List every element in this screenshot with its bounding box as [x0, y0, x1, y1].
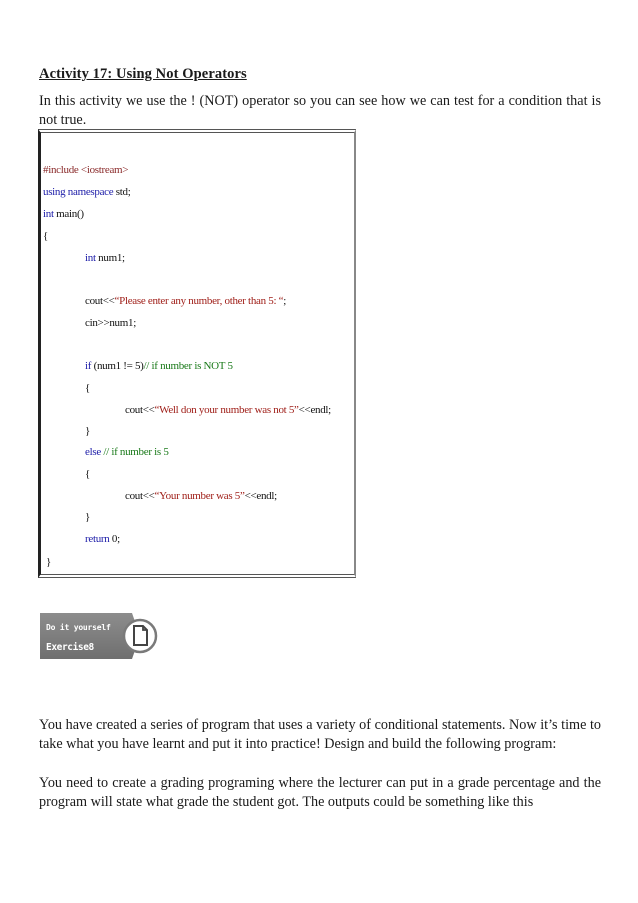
code-line-brace: {: [85, 468, 90, 480]
code-text: (num1 != 5): [91, 360, 144, 372]
code-line-return: [85, 533, 120, 546]
code-text: main(): [53, 208, 84, 220]
code-line-else: [85, 446, 169, 459]
exercise-badge: [40, 613, 156, 659]
code-line-brace: {: [85, 382, 90, 394]
code-keyword: else: [85, 446, 101, 458]
code-text: cout<<: [125, 404, 155, 416]
code-string: “Well don your number was not 5”: [154, 404, 299, 416]
code-string: “Your number was 5”: [154, 490, 245, 502]
code-line-declare: [85, 252, 125, 265]
badge-title: Exercise8: [46, 642, 94, 653]
document-icon: [122, 618, 158, 654]
code-line-using: [43, 186, 131, 199]
code-line-open-brace: {: [43, 230, 48, 242]
code-line-if: [85, 360, 233, 373]
code-text: num1;: [95, 252, 125, 264]
code-keyword: using namespace: [43, 186, 114, 198]
code-comment: // if number is NOT 5: [143, 360, 233, 372]
code-line-cout-not5: [125, 404, 331, 417]
code-text: cout<<: [85, 295, 115, 307]
code-text: 0;: [109, 533, 120, 545]
task-paragraph: You need to create a grading programing where the lecturer can put in a grade percentage and the program will state what grade the student got. The outputs could be something like this: [39, 775, 601, 810]
code-line-brace: }: [85, 511, 90, 523]
code-keyword: if: [85, 360, 92, 372]
activity-intro: In this activity we use the ! (NOT) operator so you can see how we can test for a condition that is not true.: [39, 93, 601, 128]
code-keyword: return: [85, 533, 110, 545]
code-line-include: #include <iostream>: [43, 164, 129, 176]
activity-heading: Activity 17: Using Not Operators: [39, 66, 247, 82]
code-text: std;: [113, 186, 131, 198]
instructions-paragraph: You have created a series of program that uses a variety of conditional statements. Now it’s time to take what you have learnt and put it into practice! Design and build the following program:: [39, 717, 601, 752]
code-line-brace: }: [85, 425, 90, 437]
badge-subtitle: Do it yourself: [46, 623, 111, 632]
code-keyword: int: [43, 208, 54, 220]
code-line-main: [43, 208, 84, 221]
code-string: “Please enter any number, other than 5: “: [114, 295, 284, 307]
code-line-close-brace: }: [46, 556, 51, 568]
code-line-cout-5: [125, 490, 277, 503]
code-comment: // if number is 5: [100, 446, 169, 458]
code-text: ;: [283, 295, 287, 307]
code-text: cout<<: [125, 490, 155, 502]
code-keyword: int: [85, 252, 96, 264]
code-listing: [38, 129, 356, 578]
code-text: <<endl;: [298, 404, 331, 416]
code-line-prompt: [85, 295, 286, 308]
code-text: <<endl;: [244, 490, 277, 502]
code-line-input: cin>>num1;: [85, 317, 136, 329]
